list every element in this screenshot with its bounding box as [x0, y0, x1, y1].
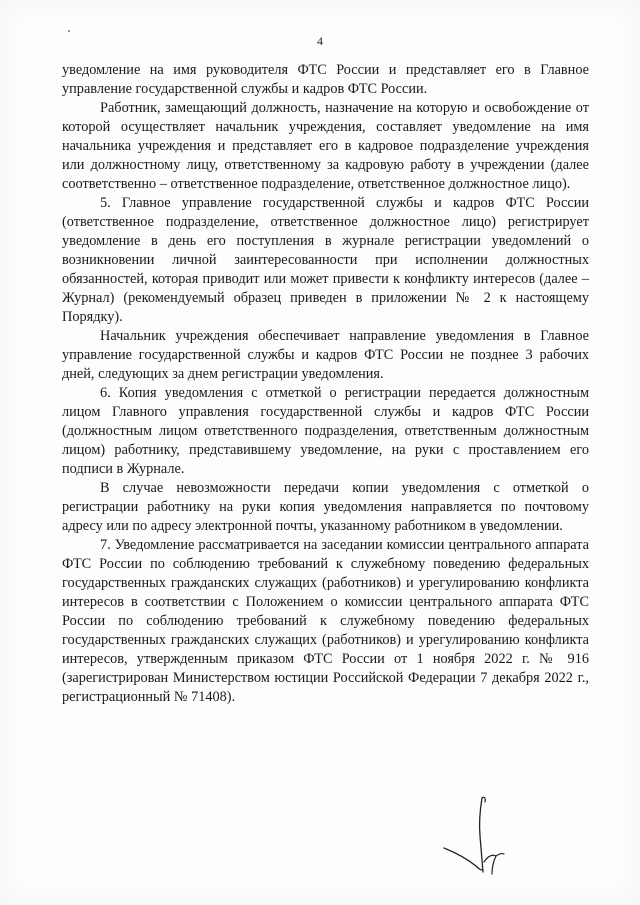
page-number: 4: [317, 34, 323, 48]
paragraph-item-7: 7. Уведомление рассматривается на заседании комиссии центрального аппарата ФТС России по соблюдению требований к служебному поведению федеральных государственных гражданских служащих (работников) и урегулированию конфликта интересов в соответствии с Положением о комиссии центрального аппарата ФТС России по соблюдению требований к служебному поведению федеральных государственных гражданских служащих (работников) и урегулированию конфликта интересов, утвержденным приказом ФТС России от 1 ноября 2022 г. № 916 (зарегистрирован Министерством юстиции Российской Федерации 7 декабря 2022 г., регистрационный № 71408).: [62, 537, 589, 705]
paragraph-head-sends: Начальник учреждения обеспечивает направление уведомления в Главное управление государственной службы и кадров ФТС России не позднее 3 рабочих дней, следующих за днем регистрации уведомления.: [62, 328, 589, 382]
paragraph-employee-notice: Работник, замещающий должность, назначение на которую и освобождение от которой осуществляет начальник учреждения, составляет уведомление на имя начальника учреждения и представляет его в кадровое подразделение учреждения или должностному лицу, ответственному за кадровую работу в учреждении (далее соответственно – ответственное подразделение, ответственное должностное лицо).: [62, 100, 589, 192]
document-body: [62, 61, 589, 707]
paragraph-copy-delivery: В случае невозможности передачи копии уведомления с отметкой о регистрации работнику на руки копия уведомления направляется по почтовому адресу или по адресу электронной почты, указанному работником в уведомлении.: [62, 480, 589, 534]
paragraph-continuation: уведомление на имя руководителя ФТС России и представляет его в Главное управление государственной службы и кадров ФТС России.: [62, 62, 589, 97]
handwritten-signature: [440, 790, 510, 880]
paragraph-item-5: 5. Главное управление государственной службы и кадров ФТС России (ответственное подразделение, ответственное должностное лицо) регистрирует уведомление в день его поступления в журнале регистрации уведомлений о возникновении личной заинтересованности при исполнении должностных обязанностей, которая приводит или может привести к конфликту интересов (далее – Журнал) (рекомендуемый образец приведен в приложении № 2 к настоящему Порядку).: [62, 195, 589, 325]
paragraph-item-6: 6. Копия уведомления с отметкой о регистрации передается должностным лицом Главного управления государственной службы и кадров ФТС России (должностным лицом ответственного подразделения, ответственным должностным лицом) работнику, представившему уведомление, на руки с проставлением его подписи в Журнале.: [62, 385, 589, 477]
scan-speck: [68, 30, 70, 32]
